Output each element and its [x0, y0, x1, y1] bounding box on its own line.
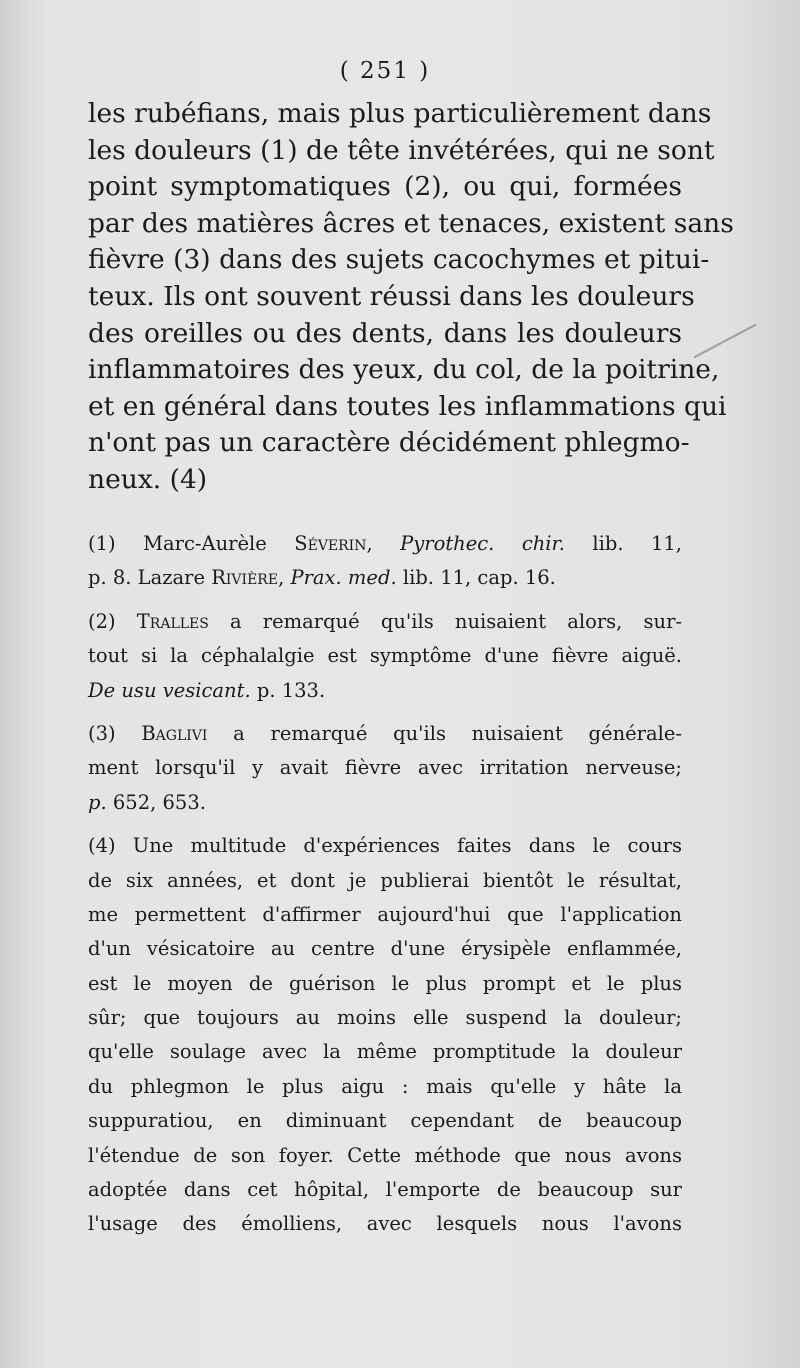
footnote-text: (1) Marc-Aurèle [88, 532, 295, 555]
footnote-text: lib. 11, [564, 532, 682, 555]
footnote-text: , [278, 566, 291, 590]
author-name: Rivière [211, 566, 279, 590]
page-number: ( 251 ) [339, 58, 431, 84]
text-line: teux. Ils ont souvent réussi dans les douleurs [88, 280, 695, 312]
footnote-line: qu'elle soulage avec la même promptitude la douleur [88, 1040, 682, 1064]
footnote-text: (3) [88, 721, 142, 745]
footnote-line: suppuratiou, en diminuant cependant de beaucoup [88, 1109, 682, 1133]
footnote-4 [88, 829, 682, 1242]
text-line: fièvre (3) dans des sujets cacochymes et pitui- [88, 244, 710, 276]
page-reference: p. [88, 790, 107, 814]
footnote-3 [88, 717, 682, 820]
footnote-text: a remarqué qu'ils nuisaient générale- [207, 721, 682, 745]
footnote-line: d'un vésicatoire au centre d'une érysipèle enflammée, [88, 937, 682, 961]
footnote-line: du phlegmon le plus aigu : mais qu'elle y hâte la [88, 1074, 682, 1098]
footnote-text: p. 8. Lazare [88, 566, 212, 590]
author-name: Baglivi [141, 721, 208, 745]
work-title: Pyrothec. chir. [400, 532, 565, 555]
text-line: des oreilles ou des dents, dans les douleurs [88, 317, 682, 349]
work-title: De usu vesicant. [88, 678, 251, 702]
text-line: point symptomatiques (2), ou qui, formées [88, 171, 682, 203]
text-line: inflammatoires des yeux, du col, de la poitrine, [88, 354, 720, 386]
footnote-text: (2) [88, 609, 137, 633]
footnote-line [88, 527, 682, 561]
author-name: Séverin [294, 532, 367, 555]
footnote-line: adoptée dans cet hôpital, l'emporte de beaucoup sur [88, 1178, 682, 1202]
text-line: les douleurs (1) de tête invétérées, qui ne sont [88, 134, 715, 166]
footnote-line [88, 605, 682, 639]
text-line: et en général dans toutes les inflammations qui [88, 390, 727, 422]
footnote-line [88, 717, 682, 751]
text-line: n'ont pas un caractère décidément phlegmo- [88, 427, 690, 459]
footnote-2 [88, 605, 682, 708]
footnote-line: sûr; que toujours au moins elle suspend la douleur; [88, 1006, 682, 1030]
footnote-1 [88, 527, 682, 596]
text-line: les rubéfians, mais plus particulièrement dans [88, 98, 712, 129]
footnote-line: tout si la céphalalgie est symptôme d'une fièvre aiguë. [88, 644, 682, 668]
footnote-text: a remarqué qu'ils nuisaient alors, sur- [208, 609, 682, 633]
footnote-line: me permettent d'affirmer aujourd'hui que l'application [88, 902, 682, 926]
text-line: par des matières âcres et tenaces, existent sans [88, 207, 734, 239]
footnote-line [88, 674, 682, 708]
footnote-line: est le moyen de guérison le plus prompt et le plus [88, 971, 682, 995]
footnotes [88, 527, 682, 1251]
footnote-text: , [366, 532, 401, 555]
author-name: Tralles [136, 609, 209, 633]
main-text [88, 96, 734, 499]
footnote-text: p. 133. [250, 678, 326, 702]
footnote-line: l'usage des émolliens, avec lesquels nous l'avons [88, 1212, 682, 1236]
work-title: Prax. med. [290, 566, 397, 590]
footnote-text: lib. 11, cap. 16. [396, 566, 556, 590]
footnote-line: l'étendue de son foyer. Cette méthode que nous avons [88, 1143, 682, 1167]
footnote-line: de six années, et dont je publierai bientôt le résultat, [88, 868, 682, 892]
footnote-line: ment lorsqu'il y avait fièvre avec irritation nerveuse; [88, 756, 682, 780]
footnote-line [88, 561, 682, 595]
text-line: neux. (4) [88, 463, 208, 495]
footnote-text: 652, 653. [106, 790, 206, 814]
footnote-line: (4) Une multitude d'expériences faites dans le cours [88, 834, 682, 858]
footnote-line [88, 786, 682, 820]
